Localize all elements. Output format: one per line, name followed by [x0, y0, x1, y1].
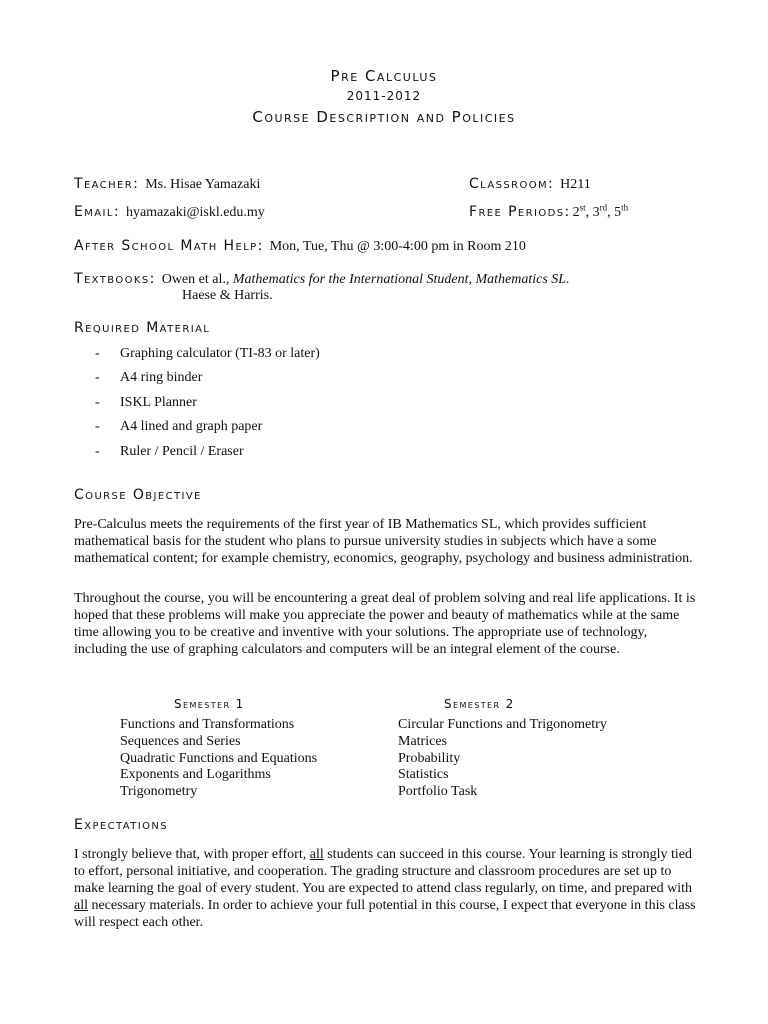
semester-1-heading: Semester 1 — [174, 697, 245, 711]
teacher-label: Teacher: — [74, 176, 140, 192]
expectations-heading: Expectations — [74, 817, 168, 833]
teacher-value: Ms. Hisae Yamazaki — [145, 177, 261, 192]
list-item: Exponents and Logarithms — [120, 767, 271, 783]
free-period-1: 2st — [572, 202, 586, 220]
classroom-line — [469, 176, 591, 193]
textbooks-line — [74, 271, 570, 288]
objective-paragraph-2: Throughout the course, you will be encountering a great deal of problem solving and real life applications. It is hoped that these problems will make you appreciate the power and beauty of mathematics while at the same time allowing you to be creative and inventive with your solutions. The appropriate use of technology, including the use of graphing calculators and computers will be an integral element of the course. — [74, 591, 696, 657]
classroom-label: Classroom: — [469, 176, 555, 192]
list-item: Matrices — [398, 733, 447, 749]
required-material-heading: Required Material — [74, 320, 211, 336]
textbook-title: Mathematics for the International Student, Mathematics SL. — [232, 272, 570, 287]
document-subtitle: Course Description and Policies — [252, 108, 516, 126]
free-period-3: 5th — [614, 202, 629, 220]
free-periods-line: Free Periods: 2st, 3rd, 5th — [469, 202, 629, 220]
semester-2-column — [398, 697, 607, 801]
classroom-value: H211 — [560, 177, 591, 192]
free-periods-label: Free Periods: — [469, 204, 571, 220]
semester-1-column — [120, 697, 317, 801]
list-item: Statistics — [398, 767, 449, 783]
course-objective-heading: Course Objective — [74, 487, 202, 503]
math-help-line — [74, 238, 526, 255]
teacher-line — [74, 176, 260, 193]
list-item: Circular Functions and Trigonometry — [398, 717, 607, 732]
email-value: hyamazaki@iskl.edu.my — [125, 205, 265, 220]
list-item: - Ruler / Pencil / Eraser — [95, 443, 244, 459]
list-item: Portfolio Task — [398, 784, 478, 800]
semester-2-heading: Semester 2 — [444, 697, 515, 711]
list-item: Trigonometry — [120, 784, 198, 800]
list-item: Quadratic Functions and Equations — [120, 750, 318, 766]
email-line — [74, 204, 265, 221]
list-item: Functions and Transformations — [120, 717, 295, 732]
textbook-line2: Haese & Harris. — [182, 288, 273, 303]
document-title: Pre Calculus — [330, 67, 438, 85]
list-item: Sequences and Series — [120, 733, 241, 749]
list-item: - Graphing calculator (TI-83 or later) — [95, 346, 320, 361]
textbook-authors: Owen et al., — [161, 272, 230, 287]
textbooks-label: Textbooks: — [74, 271, 156, 287]
list-item: - A4 lined and graph paper — [95, 419, 263, 435]
expectations-paragraph: I strongly believe that, with proper effort, all students can succeed in this course. Your learning is strongly tied to effort, personal initiative, and cooperation. The grading structure and classroom procedures are set up to make learning the goal of every student. You are expected to attend class regularly, on time, and prepared with all necessary materials. In order to achieve your full potential in this course, I expect that everyone in this class will respect each other. — [74, 847, 696, 930]
list-item: Probability — [398, 750, 461, 766]
email-label: Email: — [74, 204, 120, 220]
math-help-value: Mon, Tue, Thu @ 3:00-4:00 pm in Room 210 — [269, 239, 526, 254]
math-help-label: After School Math Help: — [74, 238, 264, 254]
academic-year: 2011-2012 — [346, 89, 422, 103]
free-period-2: 3rd — [592, 202, 608, 220]
list-item: - ISKL Planner — [95, 394, 197, 410]
list-item: - A4 ring binder — [95, 370, 203, 386]
objective-paragraph-1: Pre-Calculus meets the requirements of the first year of IB Mathematics SL, which provides sufficient mathematical basis for the student who plans to pursue university studies in subjects which have a some mathematical content; for example chemistry, economics, geography, psychology and business administration. — [74, 517, 693, 566]
required-material-list — [95, 346, 320, 468]
